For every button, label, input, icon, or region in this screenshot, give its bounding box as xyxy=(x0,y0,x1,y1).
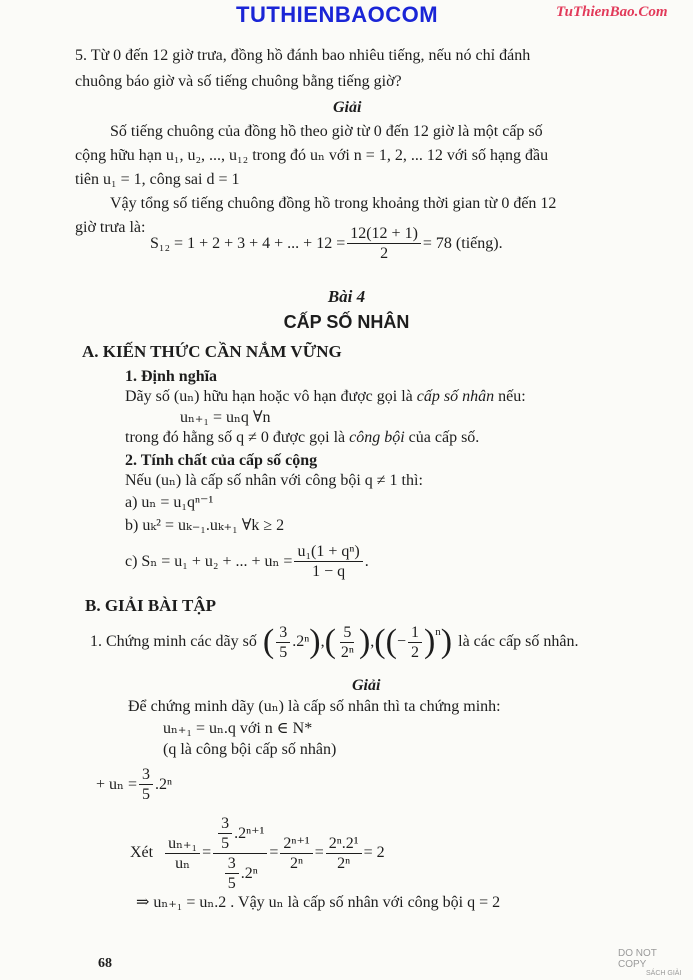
problem5-question-line1: 5. Từ 0 đến 12 giờ trưa, đồng hồ đánh bao nhiêu tiếng, nếu nó chỉ đánh xyxy=(75,47,531,64)
un-denominator: 5 xyxy=(141,786,150,803)
lesson-title: CẤP SỐ NHÂN xyxy=(283,312,410,332)
property-c-fraction xyxy=(294,542,362,581)
property-c-end: . xyxy=(364,552,369,570)
definition-line2-text: trong đó hằng số q ≠ 0 được gọi là xyxy=(125,429,350,446)
sum-fraction-denominator: 2 xyxy=(380,245,389,262)
definition-line2 xyxy=(125,428,479,448)
section-a-title: A. KIẾN THỨC CẦN NẮM VỮNG xyxy=(82,342,342,361)
problem5-paragraph2-line2: giờ trưa là: xyxy=(75,219,146,236)
property-c-numerator: u₁(1 + qⁿ) xyxy=(294,542,362,562)
inner-fraction xyxy=(225,854,239,893)
copy-stamp-sub: SÁCH GIẢI xyxy=(646,970,682,977)
exercise1-statement xyxy=(90,620,579,664)
split-numerator: 2ⁿ.2¹ xyxy=(326,834,362,854)
seq1-tail: .2ⁿ xyxy=(292,633,310,650)
split-fraction xyxy=(326,834,362,873)
seq2-denominator: 2ⁿ xyxy=(340,643,354,661)
inner-numerator: 3 xyxy=(218,814,232,834)
comma: , xyxy=(320,633,325,650)
sum-fraction xyxy=(347,224,421,263)
exercise1-end: là các cấp số nhân. xyxy=(458,633,579,650)
seq2-fraction xyxy=(338,623,357,662)
open-paren: ( xyxy=(324,623,336,660)
term-geometric-sequence: cấp số nhân xyxy=(416,388,495,405)
property-c-denominator: 1 − q xyxy=(312,563,346,580)
solution-line1: Để chứng minh dãy (uₙ) là cấp số nhân thì ta chứng minh: xyxy=(128,698,501,715)
equals-sign: = xyxy=(202,844,212,861)
close-paren: ) xyxy=(358,623,371,660)
power-fraction xyxy=(280,834,312,873)
definition-line1 xyxy=(125,387,526,407)
split-denominator: 2ⁿ xyxy=(337,854,351,872)
compound-fraction xyxy=(213,814,267,893)
problem5-paragraph1-line2: cộng hữu hạn u₁, u₂, ..., u₁₂ trong đó uₙ với n = 1, 2, ... 12 với số hạng đầu xyxy=(75,147,549,164)
close-paren: ) xyxy=(423,623,436,660)
close-paren: ) xyxy=(309,623,321,660)
inner-numerator: 3 xyxy=(225,854,239,874)
problem5-paragraph1-line1: Số tiếng chuông của đồng hồ theo giờ từ 0 đến 12 giờ là một cấp số xyxy=(110,123,543,140)
section-b-title: B. GIẢI BÀI TẬP xyxy=(85,596,216,615)
ratio-denominator: uₙ xyxy=(175,854,191,872)
copy-stamp: DO NOT COPY xyxy=(618,948,657,970)
open-paren: ( xyxy=(385,623,397,660)
conclusion: ⇒ uₙ₊₁ = uₙ.2 . Vậy uₙ là cấp số nhân với công bội q = 2 xyxy=(136,894,501,911)
un-left: + uₙ = xyxy=(96,775,137,793)
property-b: b) uₖ² = uₖ₋₁.uₖ₊₁ ∀k ≥ 2 xyxy=(125,517,285,534)
solution-title: Giải xyxy=(333,99,362,116)
inner-denominator: 5 xyxy=(227,874,236,892)
seq1-numerator: 3 xyxy=(276,623,290,643)
property-title: 2. Tính chất của cấp số cộng xyxy=(125,452,318,469)
equals-sign: = xyxy=(269,844,279,861)
sum-formula-right: = 78 (tiếng). xyxy=(422,234,503,252)
power-denominator: 2ⁿ xyxy=(290,854,304,872)
property-intro: Nếu (uₙ) là cấp số nhân với công bội q ≠ 1 thì: xyxy=(125,472,423,489)
solution-title: Giải xyxy=(352,677,381,694)
power-numerator: 2ⁿ⁺¹ xyxy=(280,834,312,854)
page-number: 68 xyxy=(98,956,112,971)
inner-fraction xyxy=(218,814,232,853)
sum-formula xyxy=(150,224,503,263)
compound-numerator-tail: .2ⁿ⁺¹ xyxy=(234,824,265,842)
un-numerator: 3 xyxy=(139,765,153,785)
close-paren: ) xyxy=(440,623,453,660)
equals-sign: = xyxy=(314,844,324,861)
inner-denominator: 5 xyxy=(221,834,230,852)
comma: , xyxy=(370,633,375,650)
property-c-left: c) Sₙ = u₁ + u₂ + ... + uₙ = xyxy=(125,552,293,570)
problem5-paragraph1-line3: tiên u₁ = 1, công sai d = 1 xyxy=(75,171,240,188)
solution-line3: (q là công bội cấp số nhân) xyxy=(163,741,337,758)
open-paren: ( xyxy=(374,623,386,660)
compound-denominator-tail: .2ⁿ xyxy=(240,864,258,882)
xet-label: Xét xyxy=(130,844,154,861)
seq3-numerator: 1 xyxy=(408,623,422,643)
sum-formula-left: S₁₂ = 1 + 2 + 3 + 4 + ... + 12 = xyxy=(150,234,346,252)
seq1-fraction xyxy=(276,623,290,662)
problem5-paragraph2-line1: Vậy tổng số tiếng chuông đồng hồ trong khoảng thời gian từ 0 đến 12 xyxy=(110,195,557,212)
un-definition xyxy=(96,765,172,804)
site-header: TUTHIENBAOCOM xyxy=(236,2,439,27)
ratio-result: = 2 xyxy=(363,844,385,861)
ratio-derivation xyxy=(130,808,385,898)
definition-title: 1. Định nghĩa xyxy=(125,368,218,385)
property-a: a) uₙ = u₁qⁿ⁻¹ xyxy=(125,494,214,511)
problem5-question-line2: chuông báo giờ và số tiếng chuông bằng tiếng giờ? xyxy=(75,73,402,90)
compound-denominator xyxy=(220,854,261,893)
seq3-exponent: n xyxy=(435,626,441,638)
open-paren: ( xyxy=(262,623,275,660)
definition-line1-text: Dãy số (uₙ) hữu hạn hoặc vô hạn được gọi là xyxy=(125,388,417,405)
un-fraction xyxy=(139,765,153,804)
seq3-denominator: 2 xyxy=(410,643,419,661)
sum-fraction-numerator: 12(12 + 1) xyxy=(347,224,421,244)
definition-line2-end: của cấp số. xyxy=(404,429,480,446)
exercise1-text: 1. Chứng minh các dãy số xyxy=(90,633,257,650)
solution-line2: uₙ₊₁ = uₙ.q với n ∈ N* xyxy=(163,720,313,737)
lesson-number: Bài 4 xyxy=(327,287,366,306)
definition-formula: uₙ₊₁ = uₙq ∀n xyxy=(180,409,271,426)
seq3-sign: − xyxy=(396,633,406,650)
seq1-denominator: 5 xyxy=(279,643,288,661)
term-common-ratio: công bội xyxy=(349,429,405,446)
ratio-fraction xyxy=(165,834,200,873)
ratio-numerator: uₙ₊₁ xyxy=(165,834,200,854)
compound-numerator xyxy=(213,814,267,854)
site-logo: TuThienBao.Com xyxy=(556,4,668,20)
definition-line1-end: nếu: xyxy=(494,388,526,405)
property-c xyxy=(125,542,369,581)
un-tail: .2ⁿ xyxy=(154,775,173,793)
seq3-fraction xyxy=(408,623,422,662)
seq2-numerator: 5 xyxy=(340,623,354,643)
